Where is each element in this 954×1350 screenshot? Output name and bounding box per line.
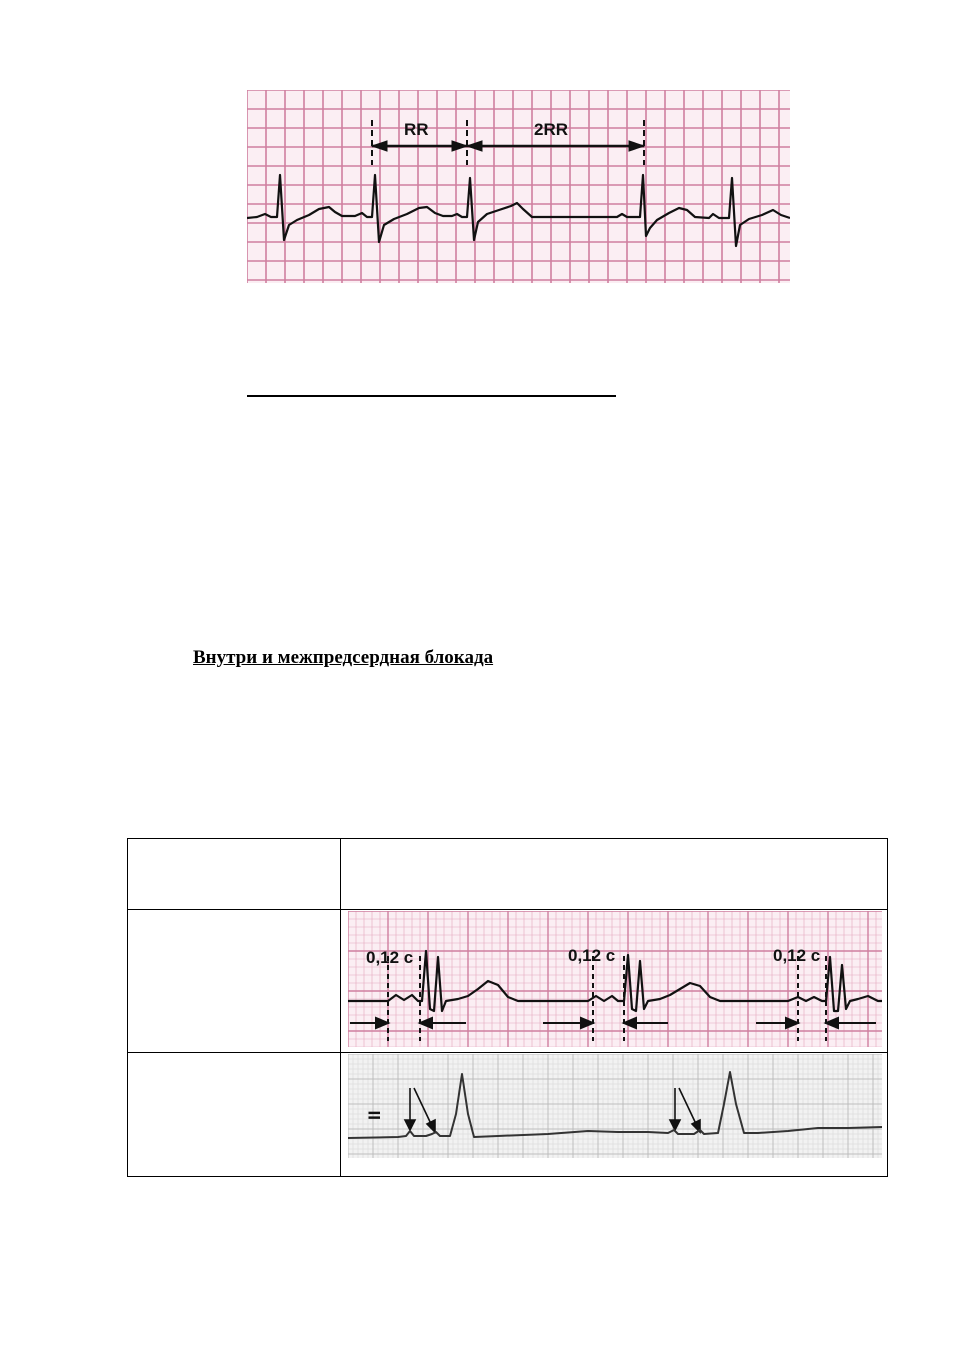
section-heading: Внутри и межпредсердная блокада: [193, 647, 494, 668]
table-row: [128, 1053, 888, 1177]
table-row: [128, 839, 888, 910]
interval-label: 0,12 с: [568, 946, 616, 965]
ecg-figure-rr: [247, 90, 790, 283]
table-cell-ecg: [341, 1053, 888, 1177]
rr-label: RR: [404, 120, 429, 139]
table-cell-ecg: [341, 910, 888, 1053]
table-cell-label: [128, 839, 341, 910]
two-rr-label: 2RR: [534, 120, 569, 139]
table-cell-label: [128, 1053, 341, 1177]
interval-label: 0,12 с: [366, 948, 414, 967]
table-cell-label: [128, 910, 341, 1053]
ecg-table: [127, 838, 888, 1177]
table-row: [128, 910, 888, 1053]
ecg-paper: [247, 90, 790, 283]
interval-label: 0,12 с: [773, 946, 821, 965]
ecg-lead-ii-image: [348, 1054, 882, 1158]
table-cell-content: [341, 839, 888, 910]
ecg-interatrial-block-image: [348, 911, 882, 1047]
answer-blank-line: [247, 395, 616, 397]
ecg-rr-image: [247, 90, 790, 283]
lead-label: II: [365, 1110, 384, 1120]
